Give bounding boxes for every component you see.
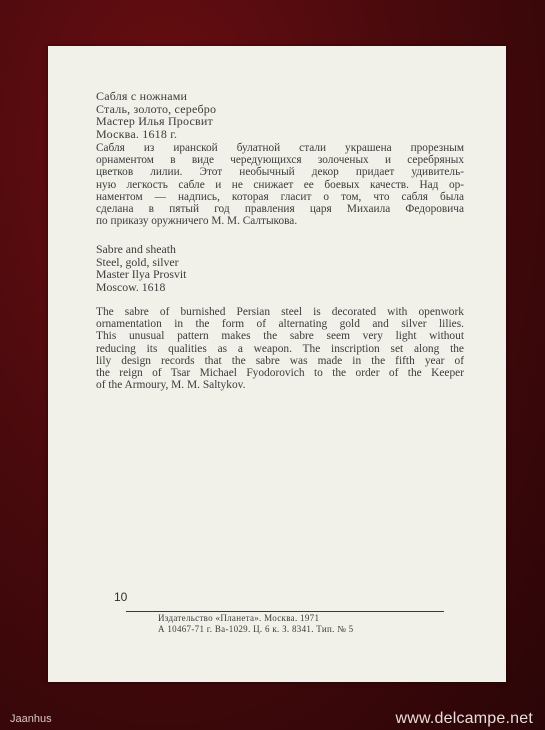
- russian-heading-line: Сталь, золото, серебро: [96, 101, 217, 116]
- english-heading-line: Steel, gold, silver: [96, 254, 179, 269]
- english-description: [96, 306, 464, 391]
- english-heading-line: Moscow. 1618: [96, 279, 166, 294]
- russian-heading: [96, 90, 216, 140]
- russian-description-line: по приказу оружничего М. М. Салтыкова.: [96, 215, 298, 228]
- seller-watermark: Jaanhus: [10, 713, 52, 725]
- russian-description-line: Сабля из иранской булатной стали украшена прорезным: [96, 142, 464, 154]
- russian-description-line: ную легкость сабле и не снижает ее боевых качеств. Над ор-: [96, 178, 464, 191]
- english-heading-line: Master Ilya Prosvit: [96, 267, 187, 282]
- english-description-line: ornamentation in the form of alternating gold and silver lilies.: [96, 318, 464, 331]
- russian-heading-line: Мастер Илья Просвит: [96, 114, 213, 129]
- english-description-line: reducing its qualities as a weapon. The inscription set along the: [96, 342, 464, 355]
- postcard-back: [48, 46, 506, 682]
- russian-description-line: сделана в пятый год правления царя Михаила Федоровича: [96, 203, 464, 216]
- imprint-line: Издательство «Планета». Москва. 1971: [158, 613, 320, 623]
- page-number: 10: [114, 590, 128, 604]
- english-description-line: lily design records that the sabre was made in the fifth year of: [96, 354, 464, 367]
- russian-description: [96, 142, 464, 227]
- russian-description-line: цветков лилии. Этот необычный декор придает удивитель-: [96, 166, 464, 179]
- russian-heading-line: Москва. 1618 г.: [96, 126, 178, 141]
- imprint-divider: [126, 611, 444, 612]
- publisher-imprint: [158, 613, 353, 635]
- russian-heading-line: Сабля с ножнами: [96, 89, 188, 103]
- imprint-line: А 10467-71 г. Ва-1029. Ц. 6 к. З. 8341. Тип. № 5: [158, 624, 354, 634]
- english-heading-line: Sabre and sheath: [96, 242, 176, 256]
- english-description-line: This unusual pattern makes the sabre seem very light without: [96, 330, 464, 343]
- site-watermark: www.delcampe.net: [395, 710, 533, 727]
- english-heading: [96, 243, 186, 293]
- english-description-line: the reign of Tsar Michael Fyodorovich to the order of the Keeper: [96, 367, 464, 380]
- russian-description-line: наментом — надпись, которая гласит о том, что сабля была: [96, 190, 464, 203]
- russian-description-line: орнаментом в виде чередующихся золоченых и серебряных: [96, 154, 464, 167]
- english-description-line: of the Armoury, M. M. Saltykov.: [96, 379, 246, 392]
- english-description-line: The sabre of burnished Persian steel is decorated with openwork: [96, 306, 464, 318]
